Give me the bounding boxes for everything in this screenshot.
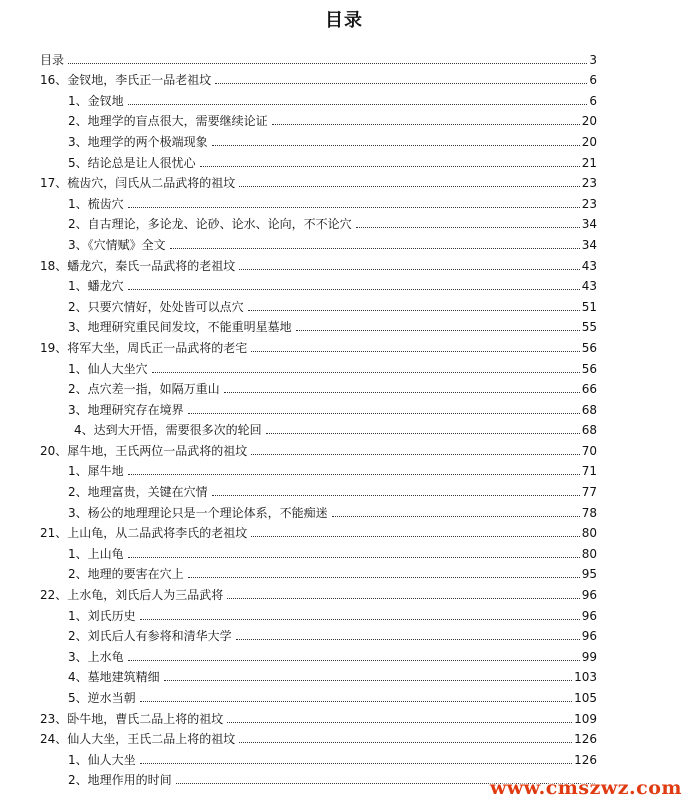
watermark: www.cmszwz.com xyxy=(489,777,682,799)
toc-page-number: 23 xyxy=(581,196,597,211)
toc-leader-dots xyxy=(227,722,572,723)
toc-page-number: 77 xyxy=(581,485,597,500)
toc-leader-dots xyxy=(164,680,572,681)
toc-page-number: 126 xyxy=(574,732,597,747)
toc-entry-title: 19、将军大坐，周氏正一品武将的老宅 xyxy=(40,340,248,355)
toc-entry-title: 2、地理作用的时间 xyxy=(68,773,172,788)
toc-entry-title: 1、蟠龙穴 xyxy=(68,279,124,294)
toc-entry-title: 21、上山龟，从二品武将李氏的老祖坟 xyxy=(40,526,248,541)
toc-leader-dots xyxy=(356,227,580,228)
toc-page-number: 20 xyxy=(581,134,597,149)
toc-page-number: 99 xyxy=(581,649,597,664)
toc-entry-title: 17、梳齿穴，闫氏从二品武将的祖坟 xyxy=(40,176,236,191)
toc-chapter-row[interactable] xyxy=(40,581,597,602)
toc-section-row[interactable] xyxy=(40,128,597,149)
toc-section-row[interactable] xyxy=(40,293,597,314)
toc-page-number: 55 xyxy=(581,320,597,335)
toc-leader-dots xyxy=(128,207,580,208)
toc-leader-dots xyxy=(140,701,572,702)
toc-entry-title: 4、达到大开悟，需要很多次的轮回 xyxy=(74,423,262,438)
toc-section-row[interactable] xyxy=(40,231,597,252)
toc-entry-title: 3、地理研究存在境界 xyxy=(68,402,184,417)
toc-section-row[interactable] xyxy=(40,190,597,211)
toc-page-number: 80 xyxy=(581,546,597,561)
toc-leader-dots xyxy=(251,454,579,455)
toc-leader-dots xyxy=(224,392,580,393)
toc-entry-title: 3、《穴情赋》全文 xyxy=(68,237,166,252)
toc-page-number: 96 xyxy=(581,608,597,623)
toc-section-row[interactable] xyxy=(40,746,597,767)
toc-section-row[interactable] xyxy=(40,87,597,108)
toc-section-row[interactable] xyxy=(40,478,597,499)
toc-page-number: 20 xyxy=(581,114,597,129)
toc-page-number: 96 xyxy=(581,629,597,644)
toc-entry-title: 2、刘氏后人有参将和清华大学 xyxy=(68,629,232,644)
toc-leader-dots xyxy=(140,763,572,764)
toc-leader-dots xyxy=(212,145,580,146)
toc-entry-title: 2、地理富贵，关键在穴情 xyxy=(68,485,208,500)
toc-page-number: 68 xyxy=(581,402,597,417)
toc-leader-dots xyxy=(128,474,580,475)
toc-chapter-row[interactable] xyxy=(40,334,597,355)
toc-section-row[interactable] xyxy=(40,561,597,582)
toc-leader-dots xyxy=(239,742,572,743)
toc-section-row[interactable] xyxy=(40,314,597,335)
table-of-contents xyxy=(40,46,597,787)
toc-page-number: 56 xyxy=(581,361,597,376)
toc-entry-title: 2、地理的要害在穴上 xyxy=(68,567,184,582)
toc-page-number: 105 xyxy=(574,691,597,705)
toc-leader-dots xyxy=(296,330,580,331)
toc-leader-dots xyxy=(227,598,579,599)
toc-entry-title: 4、墓地建筑精细 xyxy=(68,670,160,685)
toc-leader-dots xyxy=(128,104,588,105)
toc-entry-title: 1、仙人大坐穴 xyxy=(68,361,148,376)
toc-entry-title: 1、梳齿穴 xyxy=(68,196,124,211)
toc-page-number: 80 xyxy=(581,526,597,541)
toc-leader-dots xyxy=(200,166,580,167)
toc-page-number: 78 xyxy=(581,505,597,520)
toc-page-number: 43 xyxy=(581,279,597,294)
toc-leader-dots xyxy=(68,63,587,64)
toc-leader-dots xyxy=(266,433,580,434)
toc-page-number: 71 xyxy=(581,464,597,479)
toc-chapter-row[interactable] xyxy=(40,520,597,541)
toc-leader-dots xyxy=(128,660,580,661)
toc-chapter-row[interactable] xyxy=(40,46,597,67)
toc-page-number: 70 xyxy=(581,443,597,458)
toc-section-row[interactable] xyxy=(40,355,597,376)
toc-leader-dots xyxy=(188,577,580,578)
toc-leader-dots xyxy=(140,619,580,620)
toc-chapter-row[interactable] xyxy=(40,437,597,458)
toc-leader-dots xyxy=(152,372,580,373)
toc-entry-title: 1、金钗地 xyxy=(68,93,124,108)
toc-entry-title: 22、上水龟，刘氏后人为三品武将 xyxy=(40,588,224,603)
toc-entry-title: 2、点穴差一指，如隔万重山 xyxy=(68,382,220,397)
toc-leader-dots xyxy=(239,186,579,187)
toc-page-number: 6 xyxy=(589,93,597,108)
page-title: 目录 xyxy=(325,10,363,31)
toc-section-row[interactable] xyxy=(40,664,597,685)
toc-leader-dots xyxy=(272,124,580,125)
toc-section-row[interactable] xyxy=(40,108,597,129)
toc-page-number: 56 xyxy=(581,340,597,355)
toc-leader-dots xyxy=(236,639,580,640)
toc-section-row[interactable] xyxy=(40,540,597,561)
toc-leader-dots xyxy=(251,351,579,352)
toc-page-number: 23 xyxy=(581,176,597,191)
toc-chapter-row[interactable] xyxy=(40,67,597,88)
toc-page-number: 34 xyxy=(581,217,597,232)
toc-page-number: 43 xyxy=(581,258,597,273)
toc-page-number: 6 xyxy=(589,73,597,88)
toc-section-row[interactable] xyxy=(40,417,597,438)
toc-section-row[interactable] xyxy=(40,211,597,232)
toc-entry-title: 24、仙人大坐，王氏二品上将的祖坟 xyxy=(40,732,236,747)
toc-page-number: 68 xyxy=(581,423,597,438)
toc-entry-title: 3、上水龟 xyxy=(68,649,124,664)
toc-entry-title: 2、地理学的盲点很大，需要继续论证 xyxy=(68,114,268,129)
toc-leader-dots xyxy=(239,269,579,270)
toc-chapter-row[interactable] xyxy=(40,726,597,747)
toc-chapter-row[interactable] xyxy=(40,170,597,191)
toc-entry-title: 5、逆水当朝 xyxy=(68,691,136,705)
toc-section-row[interactable] xyxy=(40,499,597,520)
toc-section-row[interactable] xyxy=(40,149,597,170)
toc-leader-dots xyxy=(248,310,580,311)
toc-leader-dots xyxy=(188,413,580,414)
toc-entry-title: 3、杨公的地理理论只是一个理论体系，不能痴迷 xyxy=(68,505,328,520)
toc-page-number: 103 xyxy=(574,670,597,685)
toc-entry-title: 2、只要穴情好，处处皆可以点穴 xyxy=(68,299,244,314)
toc-section-row[interactable] xyxy=(40,643,597,664)
toc-page-number: 95 xyxy=(581,567,597,582)
toc-leader-dots xyxy=(212,495,580,496)
toc-page-number: 51 xyxy=(581,299,597,314)
toc-entry-title: 2、自古理论，多论龙、论砂、论水、论向，不不论穴 xyxy=(68,217,352,232)
toc-entry-title: 1、犀牛地 xyxy=(68,464,124,479)
toc-page-number: 109 xyxy=(574,711,597,726)
toc-entry-title: 目录 xyxy=(40,52,65,67)
toc-page-number: 3 xyxy=(589,52,597,67)
toc-page-number: 34 xyxy=(581,237,597,252)
toc-chapter-row[interactable] xyxy=(40,252,597,273)
toc-section-row[interactable] xyxy=(40,623,597,644)
toc-leader-dots xyxy=(128,289,580,290)
toc-entry-title: 18、蟠龙穴，秦氏一品武将的老祖坟 xyxy=(40,258,236,273)
toc-leader-dots xyxy=(170,248,580,249)
toc-entry-title: 1、仙人大坐 xyxy=(68,752,136,767)
toc-page-number: 66 xyxy=(581,382,597,397)
toc-section-row[interactable] xyxy=(40,458,597,479)
toc-chapter-row[interactable] xyxy=(40,705,597,726)
toc-leader-dots xyxy=(332,516,580,517)
toc-section-row[interactable] xyxy=(40,273,597,294)
toc-entry-title: 5、结论总是让人很忧心 xyxy=(68,155,196,170)
toc-section-row[interactable] xyxy=(40,602,597,623)
toc-page-number: 96 xyxy=(581,588,597,603)
toc-entry-title: 3、地理学的两个极端现象 xyxy=(68,134,208,149)
toc-page-number: 126 xyxy=(574,752,597,767)
toc-section-row[interactable] xyxy=(40,396,597,417)
toc-entry-title: 3、地理研究重民间发坟，不能重明星墓地 xyxy=(68,320,292,335)
toc-entry-title: 1、刘氏历史 xyxy=(68,608,136,623)
toc-section-row[interactable] xyxy=(40,376,597,397)
toc-entry-title: 16、金钗地，李氏正一品老祖坟 xyxy=(40,73,212,88)
toc-section-row[interactable] xyxy=(40,684,597,705)
toc-leader-dots xyxy=(251,536,579,537)
toc-leader-dots xyxy=(128,557,580,558)
toc-entry-title: 23、卧牛地，曹氏二品上将的祖坟 xyxy=(40,711,224,726)
toc-entry-title: 20、犀牛地，王氏两位一品武将的祖坟 xyxy=(40,443,248,458)
toc-entry-title: 1、上山龟 xyxy=(68,546,124,561)
toc-leader-dots xyxy=(215,83,587,84)
toc-page-number: 21 xyxy=(581,155,597,170)
